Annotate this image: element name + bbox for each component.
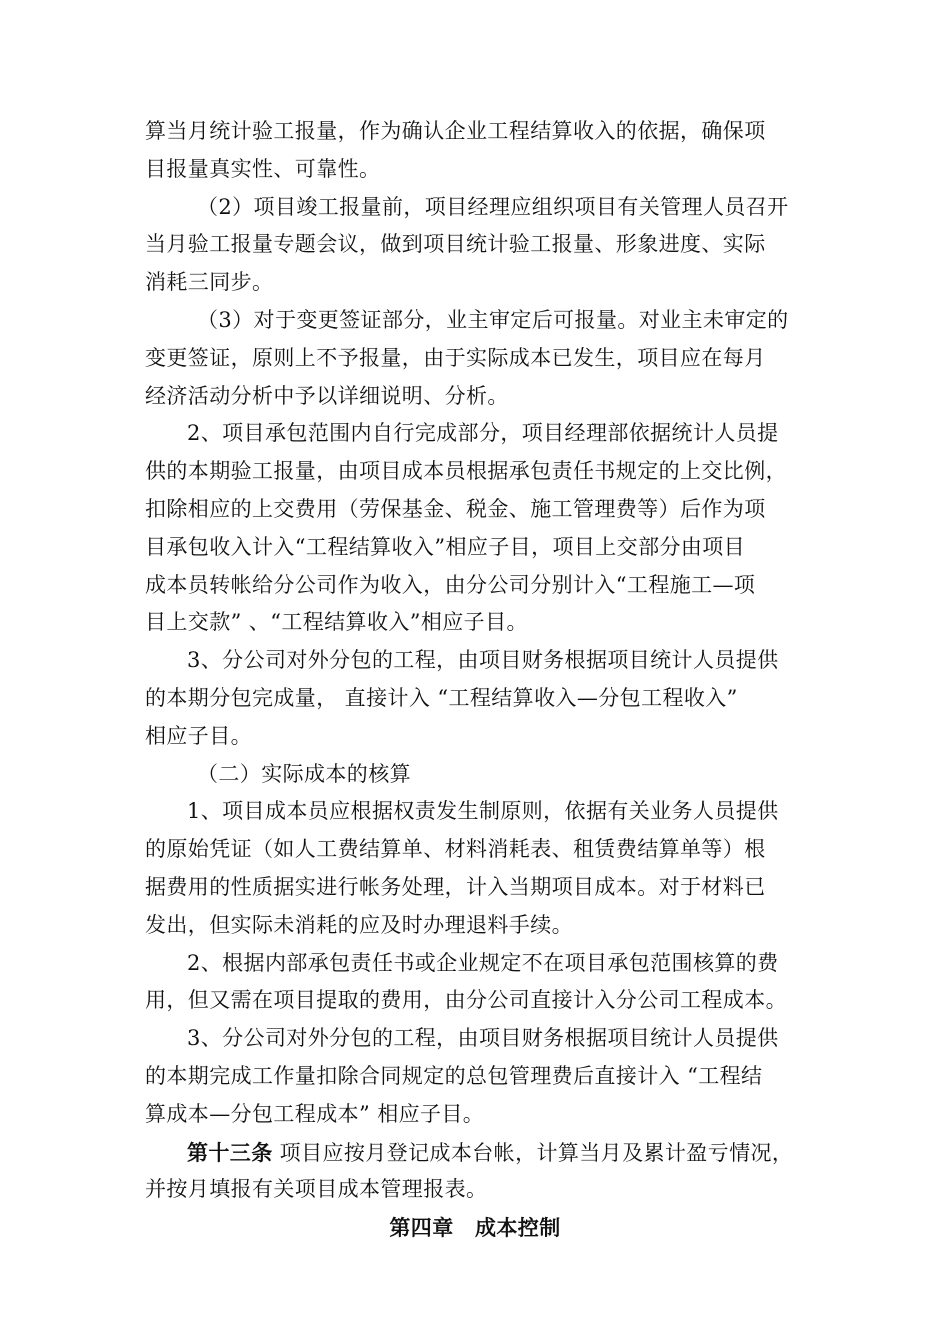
text-line: 算当月统计验工报量，作为确认企业工程结算收入的依据，确保项 bbox=[145, 119, 766, 143]
text-line: 目上交款” 、“工程结算收入”相应子目。 bbox=[145, 610, 528, 635]
text-line: 并按月填报有关项目成本管理报表。 bbox=[145, 1177, 488, 1202]
text-line: 的本期完成工作量扣除合同规定的总包管理费后直接计入 “工程结 bbox=[145, 1063, 763, 1088]
text-line: 成本员转帐给分公司作为收入，由分公司分别计入“工程施工—项 bbox=[145, 572, 756, 597]
text-line: 变更签证，原则上不予报量，由于实际成本已发生，项目应在每月 bbox=[145, 345, 766, 370]
text-line: 扣除相应的上交费用（劳保基金、税金、施工管理费等）后作为项 bbox=[145, 496, 766, 521]
text-line: （2）项目竣工报量前，项目经理应组织项目有关管理人员召开 bbox=[197, 194, 789, 219]
article-text: 项目应按月登记成本台帐，计算当月及累计盈亏情况， bbox=[272, 1140, 794, 1165]
text-line: 相应子目。 bbox=[145, 723, 252, 748]
text-line: 供的本期验工报量，由项目成本员根据承包责任书规定的上交比例， bbox=[145, 459, 787, 484]
text-line: 3、分公司对外分包的工程，由项目财务根据项目统计人员提供 bbox=[187, 648, 779, 673]
article-label: 第十三条 bbox=[187, 1139, 273, 1165]
text-line: （3）对于变更签证部分，业主审定后可报量。对业主未审定的 bbox=[197, 307, 789, 332]
text-line: 2、根据内部承包责任书或企业规定不在项目承包范围核算的费 bbox=[187, 950, 779, 975]
chapter-title: 第四章 成本控制 bbox=[389, 1215, 561, 1241]
text-line: 发出，但实际未消耗的应及时办理退料手续。 bbox=[145, 912, 573, 937]
text-line: 2、项目承包范围内自行完成部分，项目经理部依据统计人员提 bbox=[187, 421, 779, 446]
text-line: 目报量真实性、可靠性。 bbox=[145, 156, 381, 181]
document-body bbox=[145, 113, 805, 1247]
text-line: 据费用的性质据实进行帐务处理，计入当期项目成本。对于材料已 bbox=[145, 874, 766, 899]
text-line: 算成本—分包工程成本” 相应子目。 bbox=[145, 1101, 485, 1126]
text-line: 当月验工报量专题会议，做到项目统计验工报量、形象进度、实际 bbox=[145, 232, 766, 257]
article-13-line bbox=[145, 1134, 805, 1172]
text-line: 3、分公司对外分包的工程，由项目财务根据项目统计人员提供 bbox=[187, 1026, 779, 1051]
text-line: 经济活动分析中予以详细说明、分析。 bbox=[145, 383, 509, 408]
text-line: 消耗三同步。 bbox=[145, 270, 274, 295]
section-heading: （二）实际成本的核算 bbox=[197, 761, 411, 786]
text-line: 目承包收入计入“工程结算收入”相应子目，项目上交部分由项目 bbox=[145, 534, 746, 559]
text-line: 的本期分包完成量， 直接计入 “工程结算收入—分包工程收入” bbox=[145, 685, 738, 710]
text-line: 的原始凭证（如人工费结算单、材料消耗表、租赁费结算单等）根 bbox=[145, 837, 766, 862]
text-line: 用，但又需在项目提取的费用，由分公司直接计入分公司工程成本。 bbox=[145, 988, 787, 1013]
text-line: 1、项目成本员应根据权责发生制原则，依据有关业务人员提供 bbox=[187, 799, 779, 824]
